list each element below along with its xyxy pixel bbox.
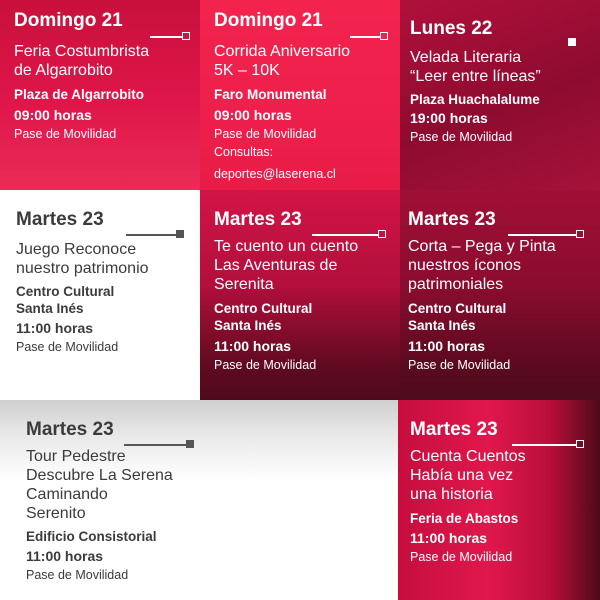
event-pass-note: Pase de Movilidad [408,358,511,372]
event-location-line: Santa Inés [214,318,282,333]
square-outline-icon [380,32,388,40]
event-title-line: de Algarrobito [14,62,113,79]
event-day: Domingo 21 [14,10,123,31]
divider-line [350,36,380,38]
event-time: 09:00 horas [14,107,92,123]
event-title-line: Había una vez [410,467,514,484]
event-day: Martes 23 [410,419,498,440]
event-pass-note: Pase de Movilidad [214,127,317,141]
event-title-line: Velada Literaria [410,49,522,66]
event-title-line: Corta – Pega y Pinta [408,238,556,255]
event-time: 11:00 horas [410,530,488,546]
event-location [16,283,114,317]
event-card-corrida-aniversario[interactable] [200,0,400,190]
event-title-line: Las Aventuras de [214,257,338,274]
event-title [408,237,556,294]
event-title-line: Te cuento un cuento [214,238,359,255]
event-title-line: Serenito [26,505,86,522]
divider-line [312,234,378,236]
event-day: Martes 23 [16,209,104,230]
contact-email-link[interactable]: deportes@laserena.cl [214,167,336,181]
event-location-line: Centro Cultural [408,301,507,316]
square-outline-icon [576,440,584,448]
event-location-line: Feria de Abastos [410,511,519,526]
event-pass-note: Pase de Movilidad [14,127,117,141]
event-time: 11:00 horas [408,338,486,354]
square-outline-icon [378,230,386,238]
event-title [410,447,526,504]
event-card-feria-costumbrista[interactable] [0,0,200,190]
square-filled-icon [186,440,194,448]
event-time: 09:00 horas [214,107,292,123]
event-title-line: nuestro patrimonio [16,260,149,277]
event-day: Domingo 21 [214,10,323,31]
event-location-line: Centro Cultural [16,284,115,299]
event-location-line: Centro Cultural [214,301,313,316]
event-card-cuenta-cuentos[interactable] [398,400,600,600]
event-card-velada-literaria[interactable] [400,0,600,190]
event-title [214,42,350,80]
event-title [14,42,149,80]
event-title-line: 5K – 10K [214,62,280,79]
event-pass-note: Pase de Movilidad [410,130,513,144]
divider-line [124,444,186,446]
event-title-line: Feria Costumbrista [14,43,150,60]
event-title-line: patrimoniales [408,276,504,293]
event-location [214,300,312,334]
event-day: Lunes 22 [410,18,493,39]
event-location-line: Faro Monumental [214,87,327,102]
contact-label: Consultas: [214,145,274,159]
event-location-line: Plaza de Algarrobito [14,87,145,102]
event-time: 11:00 horas [26,548,104,564]
event-time: 19:00 horas [410,110,488,126]
event-pass-note: Pase de Movilidad [410,550,513,564]
divider-line [150,36,182,38]
event-card-tour-pedestre[interactable] [0,400,398,600]
event-location [410,91,540,108]
divider-line [126,234,176,236]
square-filled-icon [568,38,576,46]
event-title-line: Corrida Aniversario [214,43,351,60]
event-location-line: Santa Inés [408,318,476,333]
event-title-line: Cuenta Cuentos [410,448,526,465]
event-day: Martes 23 [408,209,496,230]
square-outline-icon [182,32,190,40]
event-day: Martes 23 [26,419,114,440]
event-location-line: Plaza Huachalalume [410,92,540,107]
event-time: 11:00 horas [16,320,94,336]
event-card-juego-reconoce[interactable] [0,190,200,400]
event-title-line: Serenita [214,276,274,293]
event-card-te-cuento-un-cuento[interactable] [200,190,400,400]
event-location-line: Santa Inés [16,301,84,316]
divider-line [508,234,576,236]
event-pass-note: Pase de Movilidad [26,568,129,582]
event-title-line: nuestros íconos [408,257,521,274]
divider-line [512,444,576,446]
event-title [410,48,541,86]
event-location [410,510,518,527]
event-contact [214,141,336,185]
event-time: 11:00 horas [214,338,292,354]
event-title [26,447,173,523]
event-location [14,86,144,103]
event-title-line: una historia [410,486,493,503]
event-title-line: Descubre La Serena [26,467,173,484]
event-card-corta-pega-pinta[interactable] [400,190,600,400]
event-day: Martes 23 [214,209,302,230]
event-location [214,86,327,103]
event-title-line: Caminando [26,486,108,503]
event-title-line: Juego Reconoce [16,241,137,258]
event-title [214,237,358,294]
event-pass-note: Pase de Movilidad [16,340,119,354]
square-filled-icon [176,230,184,238]
square-outline-icon [576,230,584,238]
event-location [408,300,506,334]
event-title-line: Tour Pedestre [26,448,126,465]
event-location [26,528,157,545]
event-title [16,240,149,278]
event-pass-note: Pase de Movilidad [214,358,317,372]
event-location-line: Edificio Consistorial [26,529,157,544]
event-title-line: “Leer entre líneas” [410,68,541,85]
